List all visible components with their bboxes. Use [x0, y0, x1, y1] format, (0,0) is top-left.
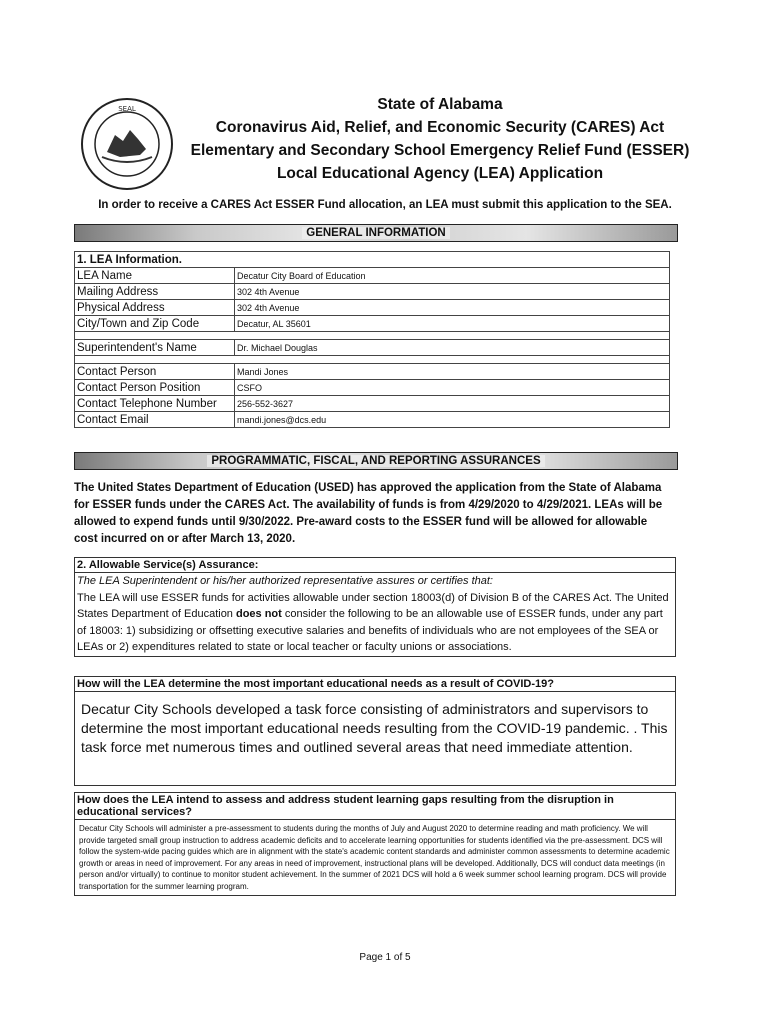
- allowable-text-part: The LEA will use ESSER funds for activities allowable under section 18003(d) of Division B of the CARES Act. The United States Department of Education: [77, 591, 669, 620]
- title-line: Elementary and Secondary School Emergency Relief Fund (ESSER): [190, 142, 690, 159]
- field-label: Contact Telephone Number: [75, 396, 235, 412]
- svg-text:SEAL: SEAL: [118, 105, 136, 113]
- answer-2: Decatur City Schools will administer a pre-assessment to students during the months of July and August 2020 to determine reading and math proficiency. We will provide targeted small group instruction to address academic deficits and to accelerate learning opportunities for students identified via the pre-assessment. DCS will follow the system-wide pacing guides which are in alignment with the state's academic content standards and administer common assessments to determine academic growth or areas in need of improvement. For any areas in need of improvement, instructional plans will be developed. Additionally, DCS will conduct data meetings (in person and/or virtually) to continue to monitor student achievement. In the summer of 2021 DCS will hold a 6 week summer school learning program. DCS will provide transportation for the summer learning program.: [79, 824, 670, 891]
- table-row: [75, 364, 670, 380]
- table-row: [75, 412, 670, 428]
- field-label: Contact Person: [75, 364, 235, 380]
- allowable-text: [75, 590, 675, 656]
- general-information-bar: [74, 224, 678, 242]
- table-row: [75, 300, 670, 316]
- intro-text: In order to receive a CARES Act ESSER Fund allocation, an LEA must submit this application to the SEA.: [98, 199, 672, 211]
- page-number: Page 1 of 5: [359, 952, 411, 963]
- section-title: GENERAL INFORMATION: [302, 227, 450, 239]
- lea-info-heading: 1. LEA Information.: [75, 252, 670, 268]
- allowable-heading: 2. Allowable Service(s) Assurance:: [75, 558, 675, 573]
- field-value: Decatur, AL 35601: [235, 316, 670, 332]
- lea-information-table: [74, 251, 670, 428]
- document-title: [150, 93, 730, 185]
- allowable-services-box: [74, 557, 676, 657]
- table-row: [75, 316, 670, 332]
- assurances-bar: [74, 452, 678, 470]
- field-value: 302 4th Avenue: [235, 300, 670, 316]
- allowable-italic: The LEA Superintendent or his/her authorized representative assures or certifies that:: [77, 575, 493, 587]
- field-value: 302 4th Avenue: [235, 284, 670, 300]
- field-label: Contact Person Position: [75, 380, 235, 396]
- field-label: Contact Email: [75, 412, 235, 428]
- question-1-box: [74, 676, 676, 786]
- question-2: How does the LEA intend to assess and address student learning gaps resulting from the disruption in educational services?: [75, 793, 675, 820]
- field-value: CSFO: [235, 380, 670, 396]
- field-value: mandi.jones@dcs.edu: [235, 412, 670, 428]
- field-label: LEA Name: [75, 268, 235, 284]
- field-label: Physical Address: [75, 300, 235, 316]
- table-row: [75, 284, 670, 300]
- field-label: City/Town and Zip Code: [75, 316, 235, 332]
- table-row: [75, 268, 670, 284]
- answer-1: Decatur City Schools developed a task force consisting of administrators and supervisors to determine the most important educational needs resulting from the COVID-19 pandemic. . This task force met numerous times and outlined several areas that need immediate attention.: [81, 701, 668, 755]
- title-line: Coronavirus Aid, Relief, and Economic Security (CARES) Act: [215, 119, 665, 136]
- field-value: Mandi Jones: [235, 364, 670, 380]
- field-value: Dr. Michael Douglas: [235, 340, 670, 356]
- availability-paragraph: The United States Department of Education (USED) has approved the application from the State of Alabama for ESSER funds under the CARES Act. The availability of funds is from 4/29/2020 to 4/29/2021. LEAs will be allowed to expend funds until 9/30/2022. Pre-award costs to the ESSER fund will be allowed for allowable cost incurred on or after March 13, 2020.: [74, 482, 663, 545]
- question-2-box: [74, 792, 676, 896]
- field-label: Mailing Address: [75, 284, 235, 300]
- table-row: [75, 340, 670, 356]
- field-value: 256-552-3627: [235, 396, 670, 412]
- title-line: Local Educational Agency (LEA) Application: [276, 165, 604, 182]
- table-row: [75, 380, 670, 396]
- table-row: [75, 396, 670, 412]
- question-1: How will the LEA determine the most important educational needs as a result of COVID-19?: [75, 677, 675, 692]
- title-line: State of Alabama: [377, 96, 503, 113]
- allowable-text-bold: does not: [235, 608, 282, 620]
- field-value: Decatur City Board of Education: [235, 268, 670, 284]
- section-title: PROGRAMMATIC, FISCAL, AND REPORTING ASSURANCES: [207, 455, 544, 467]
- allowable-text-part: consider the following to be an allowable use of ESSER funds, under any part of 18003: 1) subsidizing or offsetting executive salaries and benefits of individuals who are not employees of the SEA or LEAs or 2) expenditures related to state or local teacher or faculty unions or associations.: [77, 608, 663, 653]
- field-label: Superintendent's Name: [75, 340, 235, 356]
